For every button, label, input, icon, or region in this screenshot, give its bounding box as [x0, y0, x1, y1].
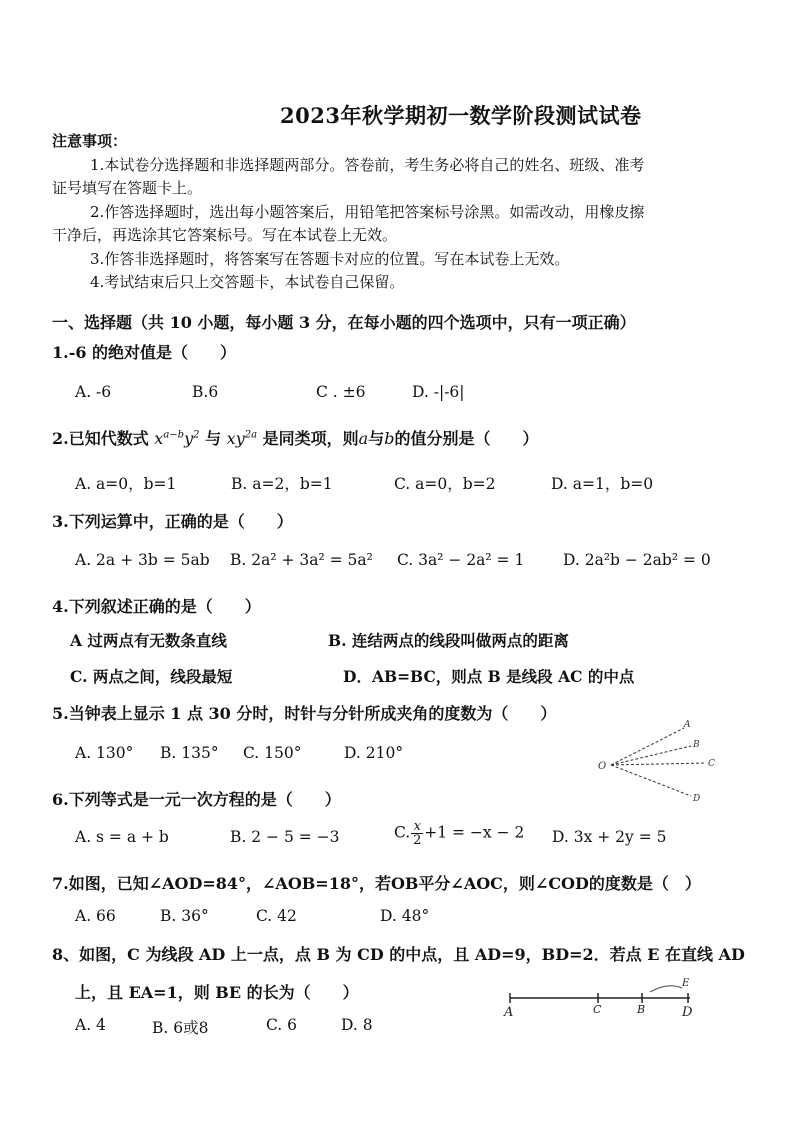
question-4-stem: 4.下列叙述正确的是（ ）	[52, 597, 261, 616]
q6-c-prefix: C.	[394, 823, 411, 842]
q6-c-suffix: +1 = −x − 2	[424, 823, 525, 842]
q8-option-c: C. 6	[266, 1016, 298, 1034]
question-2-stem	[52, 426, 538, 449]
notice-line: 4.考试结束后只上交答题卡，本试卷自己保留。	[90, 273, 405, 291]
q2-option-d: D. a=1，b=0	[551, 475, 654, 493]
label-a: A	[504, 1005, 514, 1020]
label-c: C	[708, 759, 715, 769]
label-c: C	[593, 1003, 602, 1016]
q2-var-a: a	[358, 429, 369, 448]
q2-term-2: $xy^{2a}$	[226, 429, 258, 448]
question-6-stem: 6.下列等式是一元一次方程的是（ ）	[52, 790, 341, 809]
q2-term-1: $x^{a-b}y^2$	[154, 429, 200, 448]
q8-option-a: A. 4	[75, 1016, 106, 1034]
q6-option-b: B. 2 − 5 = −3	[230, 828, 340, 846]
q3-option-a: A. 2a + 3b = 5ab	[75, 551, 210, 569]
question-1-stem: 1.-6 的绝对值是（ ）	[52, 343, 237, 362]
notice-line: 2.作答选择题时，选出每小题答案后，用铅笔把答案标号涂黑。如需改动，用橡皮擦	[90, 203, 645, 221]
label-e: E	[682, 978, 690, 989]
label-d: D	[693, 794, 701, 804]
q1-option-d: D. -|-6|	[412, 383, 465, 401]
question-7-stem: 7.如图，已知∠AOD=84°，∠AOB=18°，若OB平分∠AOC，则∠COD的度数是（ ）	[52, 874, 701, 893]
q2-stem-end: 的值分别是（ ）	[394, 429, 539, 448]
q8-option-d: D. 8	[341, 1016, 373, 1034]
label-d: D	[682, 1005, 693, 1020]
q7-option-a: A. 66	[75, 907, 116, 925]
q7-option-b: B. 36°	[160, 907, 209, 925]
question-5-stem: 5.当钟表上显示 1 点 30 分时，时针与分针所成夹角的度数为（ ）	[52, 704, 557, 723]
page-title: 2023年秋学期初一数学阶段测试试卷	[280, 103, 642, 128]
ray-oa	[611, 728, 684, 765]
q5-option-c: C. 150°	[243, 744, 302, 762]
q6-option-d: D. 3x + 2y = 5	[552, 828, 667, 846]
label-b: B	[637, 1003, 646, 1016]
segment-figure	[500, 972, 700, 1022]
label-b: B	[693, 740, 700, 750]
q2-option-b: B. a=2，b=1	[231, 475, 333, 493]
notice-line: 3.作答非选择题时，将答案写在答题卡对应的位置。写在本试卷上无效。	[90, 250, 570, 268]
arc-mark	[650, 986, 682, 992]
q7-option-c: C. 42	[256, 907, 297, 925]
q1-option-a: A. -6	[75, 383, 112, 401]
q2-option-c: C. a=0，b=2	[394, 475, 496, 493]
q8-option-b: B. 6或8	[152, 1019, 209, 1037]
q1-option-b: B.6	[192, 383, 219, 401]
q5-option-a: A. 130°	[75, 744, 134, 762]
fraction: $\frac{x}{2}$	[413, 819, 422, 848]
section-heading: 一、选择题（共 10 小题，每小题 3 分，在每小题的四个选项中，只有一项正确）	[52, 313, 636, 332]
q1-option-c: C . ±6	[316, 383, 366, 401]
q3-option-b: B. 2a² + 3a² = 5a²	[230, 551, 373, 569]
question-3-stem: 3.下列运算中，正确的是（ ）	[52, 512, 293, 531]
question-8-stem-line-2: 上，且 EA=1，则 BE 的长为（ ）	[75, 983, 359, 1002]
q4-option-c: C. 两点之间，线段最短	[70, 667, 233, 686]
q2-stem-pre: 2.已知代数式	[52, 429, 149, 448]
q2-stem-post: 是同类项，则	[262, 429, 359, 448]
q5-option-b: B. 135°	[160, 744, 219, 762]
ray-oc	[611, 763, 706, 765]
q7-option-d: D. 48°	[380, 907, 430, 925]
ray-od	[611, 765, 691, 796]
q2-option-a: A. a=0，b=1	[75, 475, 177, 493]
q4-option-b: B. 连结两点的线段叫做两点的距离	[328, 631, 569, 650]
q5-option-d: D. 210°	[344, 744, 404, 762]
ray-ob	[611, 746, 691, 765]
notice-line: 证号填写在答题卡上。	[52, 179, 203, 197]
question-8-stem-line-1: 8、如图，C 为线段 AD 上一点，点 B 为 CD 的中点，且 AD=9，BD=2．若点 E 在直线 AD	[52, 945, 745, 964]
angle-figure	[596, 718, 726, 808]
q6-option-a: A. s = a + b	[75, 828, 169, 846]
q2-and: 与	[368, 429, 385, 448]
q4-option-a: A 过两点有无数条直线	[70, 631, 227, 650]
notice-line: 干净后，再选涂其它答案标号。写在本试卷上无效。	[52, 226, 398, 244]
q3-option-c: C. 3a² − 2a² = 1	[397, 551, 525, 569]
label-a: A	[684, 720, 691, 730]
notice-line: 1.本试卷分选择题和非选择题两部分。答卷前，考生务必将自己的姓名、班级、准考	[90, 156, 645, 174]
q6-option-c	[394, 820, 524, 847]
q2-var-b: b	[384, 429, 395, 448]
q3-option-d: D. 2a²b − 2ab² = 0	[563, 551, 711, 569]
q2-stem-mid: 与	[205, 429, 222, 448]
notice-heading: 注意事项：	[52, 132, 128, 150]
q4-option-d: D．AB=BC，则点 B 是线段 AC 的中点	[343, 667, 635, 686]
label-o: O	[598, 761, 607, 772]
